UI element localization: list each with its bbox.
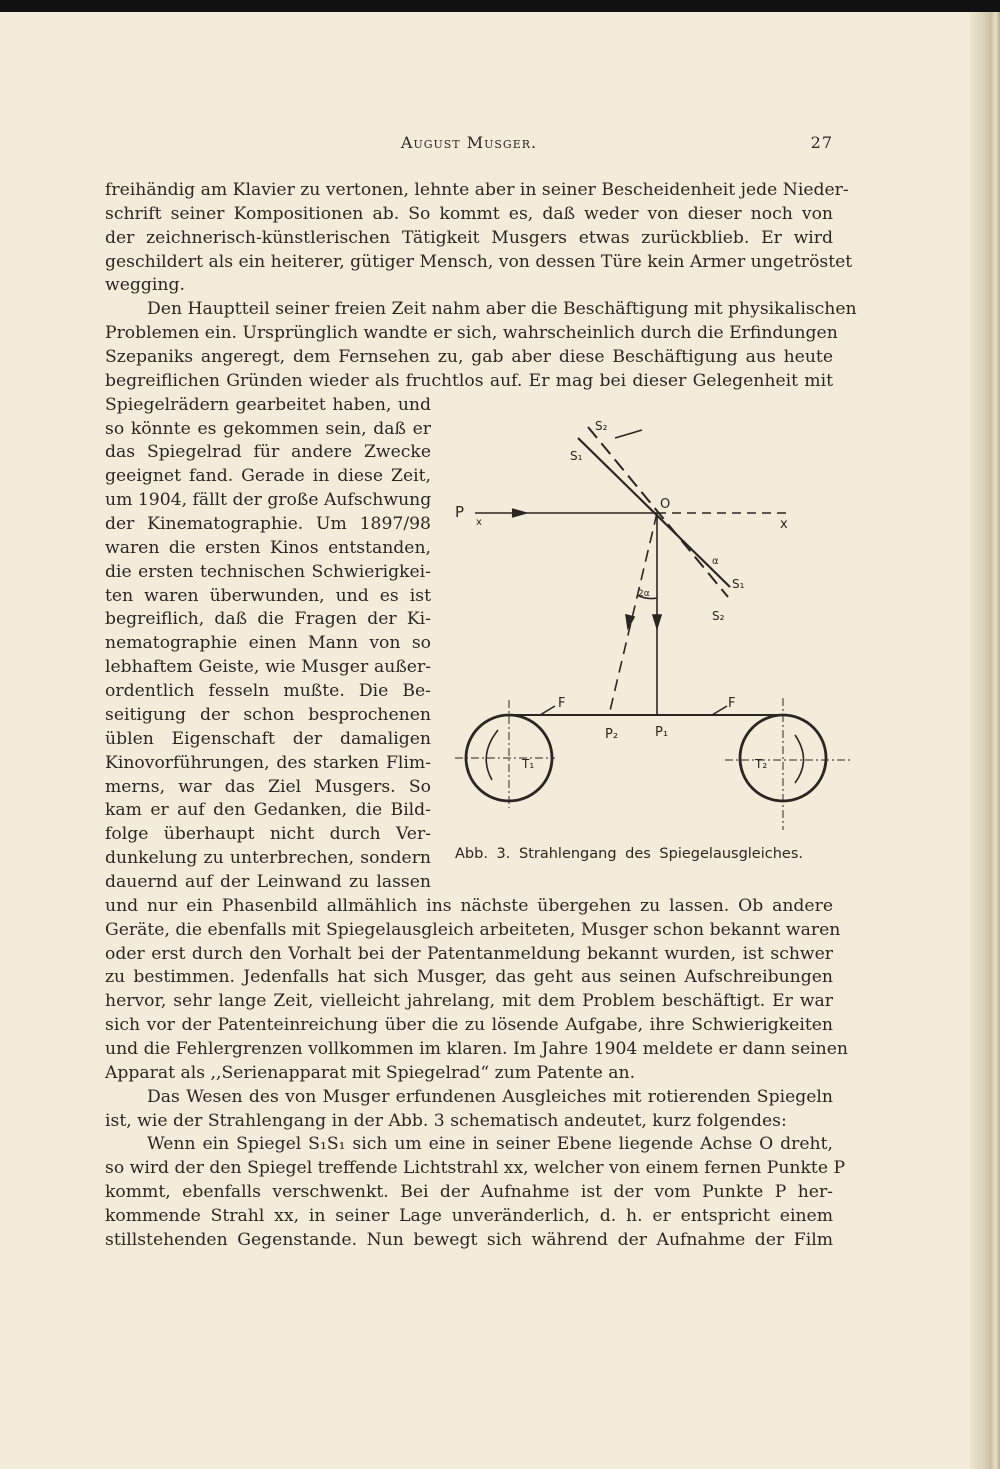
text-line: Kinovorführungen, des starken Flim- <box>105 752 431 773</box>
text-line: dunkelung zu unterbrechen, sondern <box>105 848 431 869</box>
mirror-s2 <box>588 427 728 597</box>
running-title: August Musger. <box>400 133 538 152</box>
label-s1: S₁ <box>570 449 583 463</box>
label-f: F <box>558 696 566 711</box>
text-line: so könnte es gekommen sein, daß er <box>105 418 431 439</box>
text-line: lebhaftem Geiste, wie Musger außer- <box>105 657 431 678</box>
text-line: Wenn ein Spiegel S₁S₁ sich um eine in seiner Ebene liegende Achse O dreht, <box>147 1134 833 1155</box>
text-line: das Spiegelrad für andere Zwecke <box>105 442 431 463</box>
text-line: seitigung der schon besprochenen <box>105 704 431 725</box>
text-line: schrift seiner Kompositionen ab. So kommt es, daß weder von dieser noch von <box>105 203 833 224</box>
motion-arrow <box>615 430 642 438</box>
text-line: zu bestimmen. Jedenfalls hat sich Musger, das geht aus seinen Aufschreibungen <box>105 967 833 988</box>
rotation-arrow <box>795 735 804 783</box>
label-p2: P₂ <box>605 727 619 742</box>
text-line: die ersten technischen Schwierigkei- <box>105 561 431 582</box>
label-x: x <box>476 517 482 528</box>
figure-diagram <box>450 410 860 840</box>
text-line: hervor, sehr lange Zeit, vielleicht jahrelang, mit dem Problem beschäftigt. Er war <box>105 991 833 1012</box>
text-line: waren die ersten Kinos entstanden, <box>105 537 431 558</box>
f-leader <box>540 706 555 715</box>
text-line: kommende Strahl xx, in seiner Lage unveränderlich, d. h. er entspricht einem <box>105 1205 833 1226</box>
label-t2: T₂ <box>755 757 768 771</box>
text-line: begreiflich, daß die Fragen der Ki- <box>105 609 431 630</box>
label-s1: S₁ <box>732 577 745 591</box>
text-line: Den Hauptteil seiner freien Zeit nahm aber die Beschäftigung mit physikalischen <box>147 299 857 320</box>
arrow-head <box>653 615 661 628</box>
text-line: Geräte, die ebenfalls mit Spiegelausgleich arbeiteten, Musger schon bekannt waren <box>105 919 841 940</box>
text-line: um 1904, fällt der große Aufschwung <box>105 490 432 511</box>
text-line: der Kinematographie. Um 1897/98 <box>105 514 431 535</box>
label-f: F <box>728 696 736 711</box>
text-line: folge überhaupt nicht durch Ver- <box>105 824 431 845</box>
text-line: und die Fehlergrenzen vollkommen im klaren. Im Jahre 1904 meldete er dann seinen <box>105 1038 848 1059</box>
text-line: dauernd auf der Leinwand zu lassen <box>105 871 431 892</box>
page-number: 27 <box>810 133 833 152</box>
text-line: Spiegelrädern gearbeitet haben, und <box>105 394 431 415</box>
text-line: stillstehenden Gegenstande. Nun bewegt sich während der Aufnahme der Film <box>105 1229 833 1250</box>
text-line: ist, wie der Strahlengang in der Abb. 3 schematisch andeutet, kurz folgendes: <box>105 1110 787 1131</box>
text-line: sich vor der Patenteinreichung über die zu lösende Aufgabe, ihre Schwierigkeiten <box>105 1015 833 1036</box>
text-line: der zeichnerisch-künstlerischen Tätigkeit Musgers etwas zurückblieb. Er wird <box>105 227 833 248</box>
f-leader <box>712 706 727 715</box>
deflected-ray <box>609 513 657 715</box>
label-alpha: α <box>712 556 719 567</box>
text-line: nematographie einen Mann von so <box>105 633 431 654</box>
label-2alpha: 2α <box>638 589 650 599</box>
label-t1: T₁ <box>522 757 535 771</box>
text-line: wegging. <box>105 275 185 296</box>
text-line: freihändig am Klavier zu vertonen, lehnte aber in seiner Bescheidenheit jede Nieder- <box>105 180 849 200</box>
arrow-head <box>512 509 526 517</box>
text-line: geschildert als ein heiterer, gütiger Mensch, von dessen Türe kein Armer ungetröstet <box>105 251 853 272</box>
text-line: Szepaniks angeregt, dem Fernsehen zu, gab aber diese Beschäftigung aus heute <box>105 347 833 368</box>
text-line: kam er auf den Gedanken, die Bild- <box>105 800 431 821</box>
text-line: geeignet fand. Gerade in diese Zeit, <box>105 466 431 487</box>
label-x: x <box>780 517 788 532</box>
text-line: üblen Eigenschaft der damaligen <box>105 728 431 749</box>
text-line: kommt, ebenfalls verschwenkt. Bei der Aufnahme ist der vom Punkte P her- <box>105 1182 833 1203</box>
text-line: merns, war das Ziel Musgers. So <box>105 776 431 797</box>
text-line: ordentlich fesseln mußte. Die Be- <box>105 681 431 702</box>
text-line: Apparat als ,,Serienapparat mit Spiegelrad“ zum Patente an. <box>105 1062 636 1083</box>
text-line: ten waren überwunden, und es ist <box>105 585 431 606</box>
text-line: so wird der den Spiegel treffende Lichtstrahl xx, welcher von einem fernen Punkte P <box>105 1158 846 1179</box>
label-o: O <box>660 497 671 512</box>
page-header <box>105 133 833 157</box>
label-s2: S₂ <box>595 419 608 433</box>
figure-caption: Abb. 3. Strahlengang des Spiegelausgleiches. <box>455 846 804 862</box>
scan-border <box>0 0 1000 12</box>
text-line: oder erst durch den Vorhalt bei der Patentanmeldung bekannt wurden, ist schwer <box>105 943 833 964</box>
label-s2: S₂ <box>712 609 725 623</box>
page-edge <box>970 12 1000 1469</box>
label-p1: P₁ <box>655 725 669 740</box>
text-line: Problemen ein. Ursprünglich wandte er sich, wahrscheinlich durch die Erfindungen <box>105 323 838 344</box>
text-line: und nur ein Phasenbild allmählich ins nächste übergehen zu lassen. Ob andere <box>105 895 833 916</box>
text-line: Das Wesen des von Musger erfundenen Ausgleiches mit rotierenden Spiegeln <box>147 1086 833 1107</box>
label-p: P <box>455 503 465 521</box>
rotation-arrow <box>486 730 498 780</box>
text-line: begreiflichen Gründen wieder als fruchtlos auf. Er mag bei dieser Gelegenheit mit <box>105 370 833 391</box>
